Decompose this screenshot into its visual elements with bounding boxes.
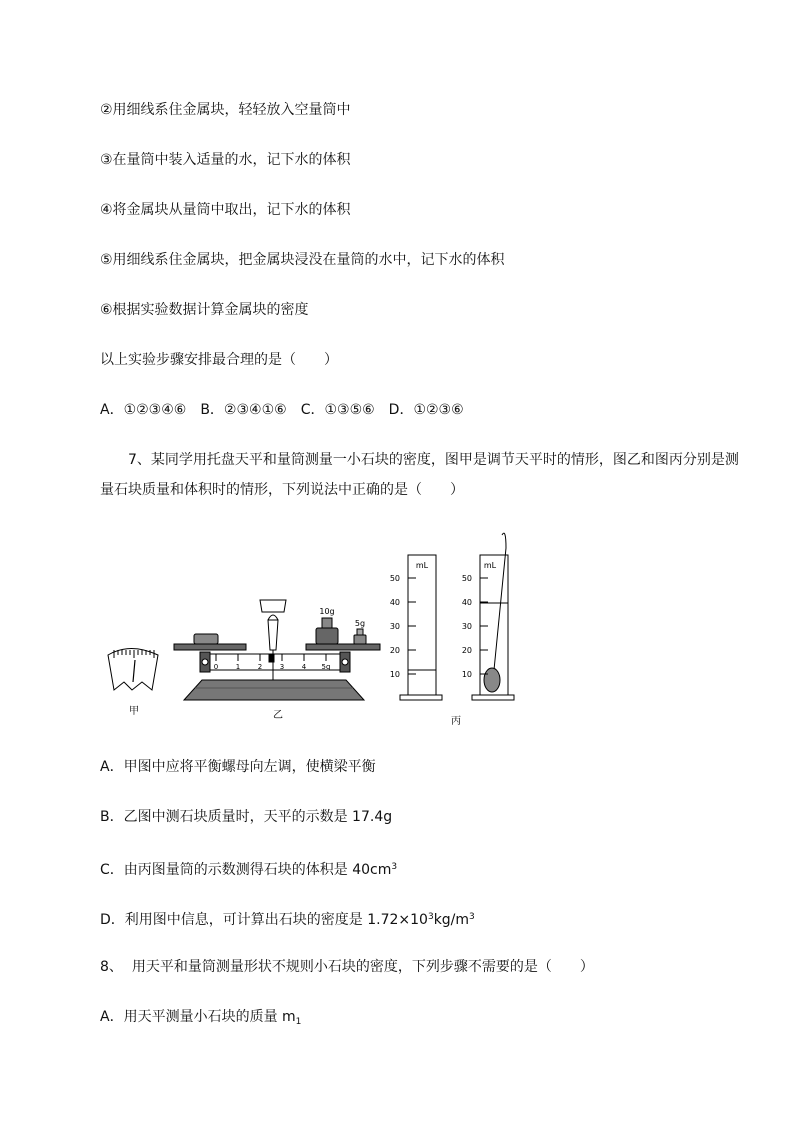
balance-figure-yi bbox=[174, 600, 380, 700]
step-6: ⑥根据实验数据计算金属块的密度 bbox=[100, 302, 309, 318]
q7-figure bbox=[100, 530, 530, 730]
step-5: ⑤用细线系住金属块，把金属块浸没在量筒的水中，记下水的体积 bbox=[100, 252, 505, 268]
q8-text: 用天平和量筒测量形状不规则小石块的密度，下列步骤不需要的是（ ） bbox=[131, 959, 594, 975]
cylinder-left bbox=[400, 555, 442, 700]
cylinder-tick-label: 20 bbox=[461, 646, 472, 655]
cylinder-tick-label: 50 bbox=[461, 574, 472, 583]
weight-5g-label: 5g bbox=[354, 619, 366, 628]
q7-option-c: C．由丙图量筒的示数测得石块的体积是 $40cm^3$ bbox=[100, 862, 398, 878]
scale-tick-label: 0 bbox=[213, 663, 219, 671]
cylinder-tick-label: 10 bbox=[389, 670, 400, 679]
q6-question: 以上实验步骤安排最合理的是（ ） bbox=[100, 352, 338, 368]
q6-options: A．①②③④⑥ B．②③④①⑥ C．①③⑤⑥ D．①②③⑥ bbox=[100, 402, 464, 418]
q8-option-a: A．用天平测量小石块的质量 $m_1$ bbox=[100, 1009, 302, 1027]
scale-tick-label: 3 bbox=[279, 663, 285, 671]
step-3: ③在量筒中装入适量的水，记下水的体积 bbox=[100, 152, 351, 168]
cylinder-tick-label: 40 bbox=[461, 598, 472, 607]
cylinder-right-unit: mL bbox=[483, 561, 497, 570]
step-2: ②用细线系住金属块，轻轻放入空量筒中 bbox=[100, 102, 351, 118]
q8-question bbox=[100, 957, 594, 977]
scale-tick-label: 5g bbox=[321, 663, 331, 671]
cylinder-tick-label: 40 bbox=[389, 598, 400, 607]
dial-figure-jia bbox=[108, 649, 158, 691]
q8-number: 8、 bbox=[100, 959, 123, 975]
q7-question bbox=[100, 445, 740, 505]
scale-tick-label: 2 bbox=[257, 663, 263, 671]
q7-option-a: A．甲图中应将平衡螺母向左调，使横梁平衡 bbox=[100, 759, 376, 775]
cylinder-tick-label: 50 bbox=[389, 574, 400, 583]
scale-tick-label: 4 bbox=[301, 663, 307, 671]
scale-tick-label: 1 bbox=[235, 663, 241, 671]
cylinder-tick-label: 30 bbox=[461, 622, 472, 631]
q7-number: 7、 bbox=[128, 452, 151, 468]
q7-option-b: B．乙图中测石块质量时，天平的示数是 17.4g bbox=[100, 809, 393, 825]
cylinder-left-unit: mL bbox=[415, 561, 429, 570]
label-bing: 丙 bbox=[451, 716, 461, 727]
step-4: ④将金属块从量筒中取出，记下水的体积 bbox=[100, 202, 351, 218]
label-yi: 乙 bbox=[273, 710, 283, 721]
cylinder-tick-label: 20 bbox=[389, 646, 400, 655]
q7-option-d: D．利用图中信息，可计算出石块的密度是 $1.72\times 10^3kg/m^3$ bbox=[100, 912, 475, 928]
cylinder-tick-label: 30 bbox=[389, 622, 400, 631]
q7-text: 某同学用托盘天平和量筒测量一小石块的密度，图甲是调节天平时的情形，图乙和图丙分别是测量石块质量和体积时的情形，下列说法中正确的是（ ） bbox=[100, 452, 739, 498]
label-jia: 甲 bbox=[129, 706, 139, 717]
cylinder-tick-label: 10 bbox=[461, 670, 472, 679]
cylinder-right bbox=[472, 533, 514, 700]
weight-10g-label: 10g bbox=[319, 607, 335, 616]
